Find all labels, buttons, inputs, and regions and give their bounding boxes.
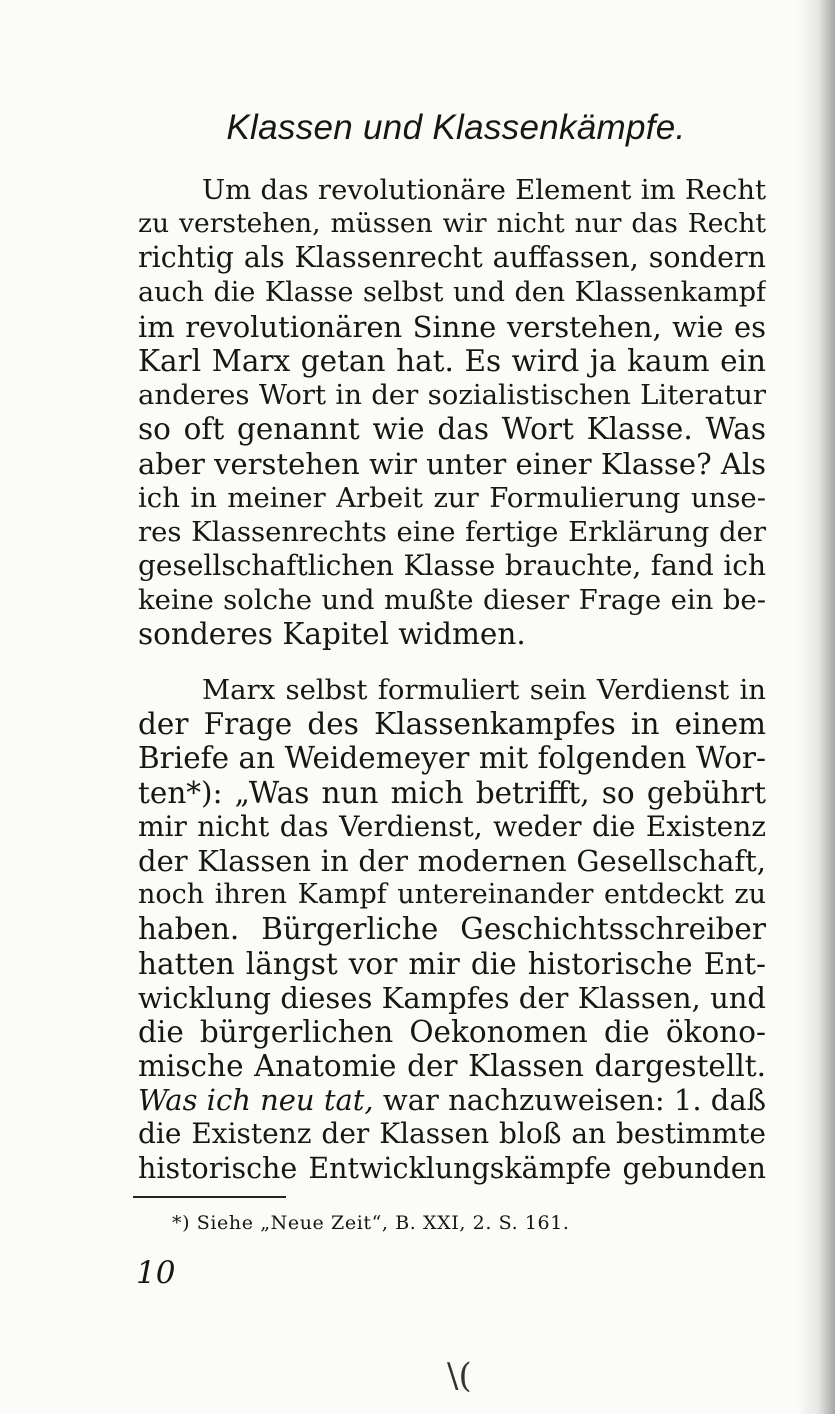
text-line: sonderes Kapitel widmen. [138, 617, 526, 652]
text-line: zu verstehen, müssen wir nicht nur das Recht [138, 208, 766, 240]
text-segment: war nachzuweisen: 1. daß [373, 1083, 766, 1118]
text-line: Marx selbst formuliert sein Verdienst in [202, 674, 766, 706]
text-line: hatten längst vor mir die historische Ent- [138, 946, 766, 981]
text-line: historische Entwicklungskämpfe gebunden [138, 1151, 766, 1185]
text-line: ich in meiner Arbeit zur Formulierung unse- [138, 481, 766, 514]
text-line: Um das revolutionäre Element im Recht [202, 174, 766, 206]
paragraph-1 [138, 173, 766, 652]
text-line: wicklung dieses Kampfes der Klassen, und [138, 980, 766, 1015]
text-line: der Frage des Klassenkampfes in einem [138, 707, 766, 742]
text-line: im revolutionären Sinne verstehen, wie es [138, 309, 766, 344]
page-number: 10 [136, 1255, 176, 1291]
text-line: gesellschaftlichen Klasse brauchte, fand ich [138, 549, 766, 583]
text-line: richtig als Klassenrecht auffassen, sondern [138, 241, 766, 275]
text-line: der Klassen in der modernen Gesellschaft, [138, 843, 766, 878]
title-area [0, 0, 835, 170]
text-line: ten*): „Was nun mich betrifft, so gebührt [138, 775, 766, 810]
text-line: Briefe an Weidemeyer mit folgenden Wor- [138, 741, 766, 776]
text-line: keine solche und mußte dieser Frage ein be- [138, 584, 766, 617]
text-line: mir nicht das Verdienst, weder die Existenz [138, 809, 766, 843]
text-line: aber verstehen wir unter einer Klasse? Als [138, 446, 766, 481]
text-line: so oft genannt wie das Wort Klasse. Was [138, 412, 766, 447]
paragraph-2 [138, 673, 766, 1186]
text-line: anderes Wort in der sozialistischen Literatur [138, 379, 766, 412]
text-line: die Existenz der Klassen bloß an bestimmte [138, 1117, 766, 1151]
text-line: res Klassenrechts eine fertige Erklärung der [138, 515, 766, 548]
text-line: noch ihren Kampf untereinander entdeckt zu [138, 879, 766, 911]
footnote-rule [133, 1196, 286, 1198]
footnote: *) Siehe „Neue Zeit“, B. XXI, 2. S. 161. [172, 1212, 570, 1234]
bottom-mark: \( [447, 1356, 472, 1396]
text-line: auch die Klasse selbst und den Klassenkampf [138, 276, 766, 308]
text-line-mixed [138, 1083, 766, 1117]
text-line: mische Anatomie der Klassen dargestellt. [138, 1049, 766, 1084]
chapter-title: Klassen und Klassenkämpfe. [226, 108, 686, 147]
text-line: die bürgerlichen Oekonomen die ökono- [138, 1014, 766, 1049]
text-line: Karl Marx getan hat. Es wird ja kaum ein [138, 343, 766, 378]
text-line: haben. Bürgerliche Geschichtsschreiber [138, 912, 766, 947]
page-edge-shadow [797, 0, 835, 1414]
italic-emphasis: Was ich neu tat, [138, 1083, 374, 1118]
